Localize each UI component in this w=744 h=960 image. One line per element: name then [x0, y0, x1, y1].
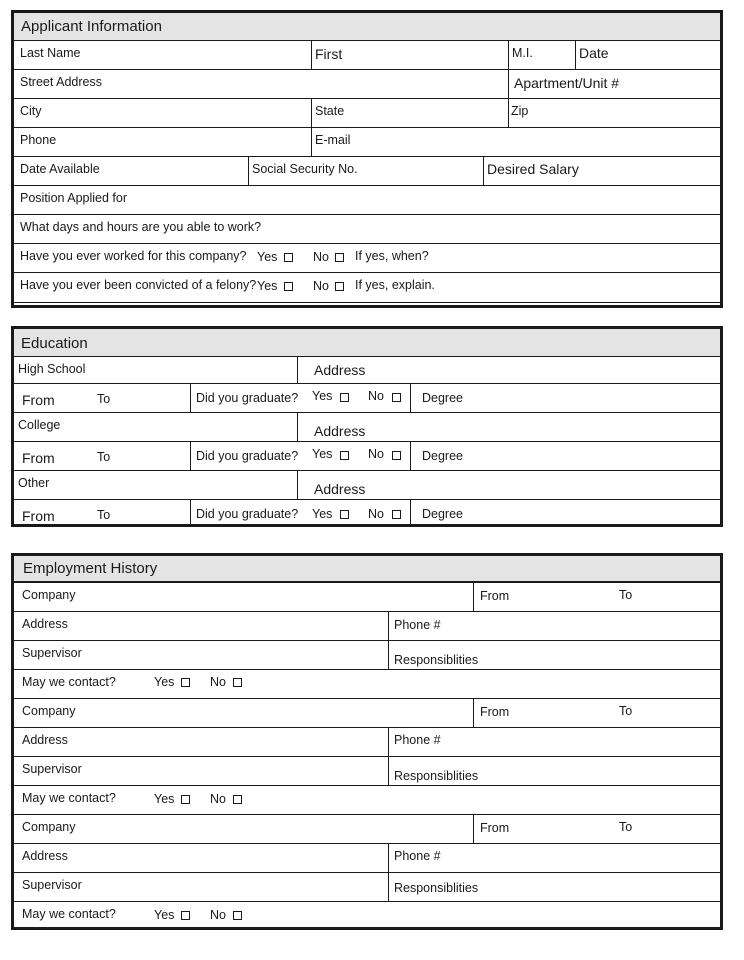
worked-yes-checkbox[interactable] [284, 253, 293, 262]
company-1-label: Company [22, 588, 76, 602]
employment-history-header: Employment History [14, 556, 720, 582]
city-label: City [20, 104, 42, 118]
contact-2-no-checkbox[interactable] [233, 795, 242, 804]
high-school-to-label: To [97, 392, 111, 406]
responsibilities-2-label: Responsiblities [394, 769, 479, 783]
high-school-yes-checkbox[interactable] [340, 393, 349, 402]
zip-field[interactable] [509, 99, 720, 127]
high-school-yes-label: Yes [312, 389, 333, 403]
college-degree-label: Degree [422, 449, 463, 463]
contact-3-no-checkbox[interactable] [233, 911, 242, 920]
college-from-label: From [22, 450, 55, 466]
address-2-field[interactable] [14, 728, 387, 756]
supervisor-2-label: Supervisor [22, 762, 82, 776]
other-school-no-checkbox[interactable] [392, 510, 401, 519]
worked-no-label: No [313, 250, 329, 264]
dates-3-field[interactable] [474, 815, 720, 843]
college-yes-label: Yes [312, 447, 333, 461]
college-no-checkbox[interactable] [392, 451, 401, 460]
contact-1-no-checkbox[interactable] [233, 678, 242, 687]
responsibilities-3-label: Responsiblities [394, 881, 479, 895]
worked-question-label: Have you ever worked for this company? [20, 249, 247, 263]
address-3-field[interactable] [14, 844, 387, 872]
if-yes-explain-label: If yes, explain. [355, 278, 435, 292]
phone-3-label: Phone # [394, 849, 441, 863]
address-1-field[interactable] [14, 612, 387, 640]
employment-history-section [11, 553, 723, 930]
zip-label: Zip [511, 104, 529, 118]
to-3-label: To [619, 820, 633, 834]
to-2-label: To [619, 704, 633, 718]
mi-label: M.I. [512, 46, 533, 60]
education-section [11, 326, 723, 527]
contact-2-no-label: No [210, 792, 226, 806]
desired-salary-label: Desired Salary [487, 161, 579, 177]
address-1-label: Address [22, 617, 68, 631]
from-3-label: From [480, 821, 510, 835]
contact-2-yes-checkbox[interactable] [181, 795, 190, 804]
email-label: E-mail [315, 133, 351, 147]
other-school-graduate-label: Did you graduate? [196, 507, 299, 521]
college-no-label: No [368, 447, 384, 461]
college-graduate-label: Did you graduate? [196, 449, 299, 463]
other-school-from-label: From [22, 508, 55, 524]
responsibilities-1-label: Responsiblities [394, 653, 479, 667]
high-school-degree-label: Degree [422, 391, 463, 405]
from-1-label: From [480, 589, 510, 603]
felony-yes-checkbox[interactable] [284, 282, 293, 291]
company-3-field[interactable] [14, 815, 472, 843]
date-label: Date [579, 45, 609, 61]
last-name-label: Last Name [20, 46, 81, 60]
phone-1-label: Phone # [394, 618, 441, 632]
street-address-label: Street Address [20, 75, 102, 89]
position-label: Position Applied for [20, 191, 128, 205]
dates-2-field[interactable] [474, 699, 720, 727]
other-school-yes-label: Yes [312, 507, 333, 521]
felony-no-checkbox[interactable] [335, 282, 344, 291]
other-school-name-field[interactable] [14, 471, 297, 499]
other-school-label: Other [18, 476, 50, 490]
other-school-to-label: To [97, 508, 111, 522]
high-school-no-label: No [368, 389, 384, 403]
contact-1-yes-checkbox[interactable] [181, 678, 190, 687]
days-hours-label: What days and hours are you able to work? [20, 220, 262, 234]
college-yes-checkbox[interactable] [340, 451, 349, 460]
contact-3-no-label: No [210, 908, 226, 922]
college-label: College [18, 418, 61, 432]
contact-1-no-label: No [210, 675, 226, 689]
other-school-address-label: Address [314, 481, 366, 497]
date-available-label: Date Available [20, 162, 100, 176]
college-to-label: To [97, 450, 111, 464]
to-1-label: To [619, 588, 633, 602]
felony-question-label: Have you ever been convicted of a felony? [20, 278, 257, 292]
contact-2-label: May we contact? [22, 791, 116, 805]
address-2-label: Address [22, 733, 68, 747]
state-label: State [315, 104, 345, 118]
other-school-degree-label: Degree [422, 507, 463, 521]
worked-no-checkbox[interactable] [335, 253, 344, 262]
company-1-field[interactable] [14, 583, 472, 611]
high-school-no-checkbox[interactable] [392, 393, 401, 402]
college-address-label: Address [314, 423, 366, 439]
if-yes-explain-field[interactable] [439, 273, 720, 301]
company-2-label: Company [22, 704, 76, 718]
from-2-label: From [480, 705, 510, 719]
supervisor-1-label: Supervisor [22, 646, 82, 660]
felony-yes-label: Yes [257, 279, 278, 293]
phone-label: Phone [20, 133, 57, 147]
city-field[interactable] [14, 99, 311, 127]
phone-2-label: Phone # [394, 733, 441, 747]
company-3-label: Company [22, 820, 76, 834]
dates-1-field[interactable] [474, 583, 720, 611]
if-yes-when-field[interactable] [434, 244, 720, 272]
contact-3-yes-label: Yes [154, 908, 175, 922]
if-yes-when-label: If yes, when? [355, 249, 429, 263]
company-2-field[interactable] [14, 699, 472, 727]
high-school-graduate-label: Did you graduate? [196, 391, 299, 405]
felony-no-label: No [313, 279, 329, 293]
other-school-yes-checkbox[interactable] [340, 510, 349, 519]
contact-3-label: May we contact? [22, 907, 116, 921]
applicant-information-section [11, 10, 723, 308]
high-school-from-label: From [22, 392, 55, 408]
apartment-unit-label: Apartment/Unit # [514, 75, 620, 91]
worked-yes-label: Yes [257, 250, 278, 264]
contact-3-yes-checkbox[interactable] [181, 911, 190, 920]
contact-2-yes-label: Yes [154, 792, 175, 806]
address-3-label: Address [22, 849, 68, 863]
high-school-label: High School [18, 362, 86, 376]
education-header: Education [14, 329, 720, 357]
supervisor-3-label: Supervisor [22, 878, 82, 892]
high-school-address-label: Address [314, 362, 366, 378]
phone-field[interactable] [14, 128, 311, 156]
other-school-no-label: No [368, 507, 384, 521]
email-field[interactable] [312, 128, 720, 156]
ssn-label: Social Security No. [252, 162, 358, 176]
contact-1-label: May we contact? [22, 675, 116, 689]
contact-1-yes-label: Yes [154, 675, 175, 689]
applicant-information-header: Applicant Information [14, 13, 720, 41]
first-name-label: First [315, 46, 343, 62]
